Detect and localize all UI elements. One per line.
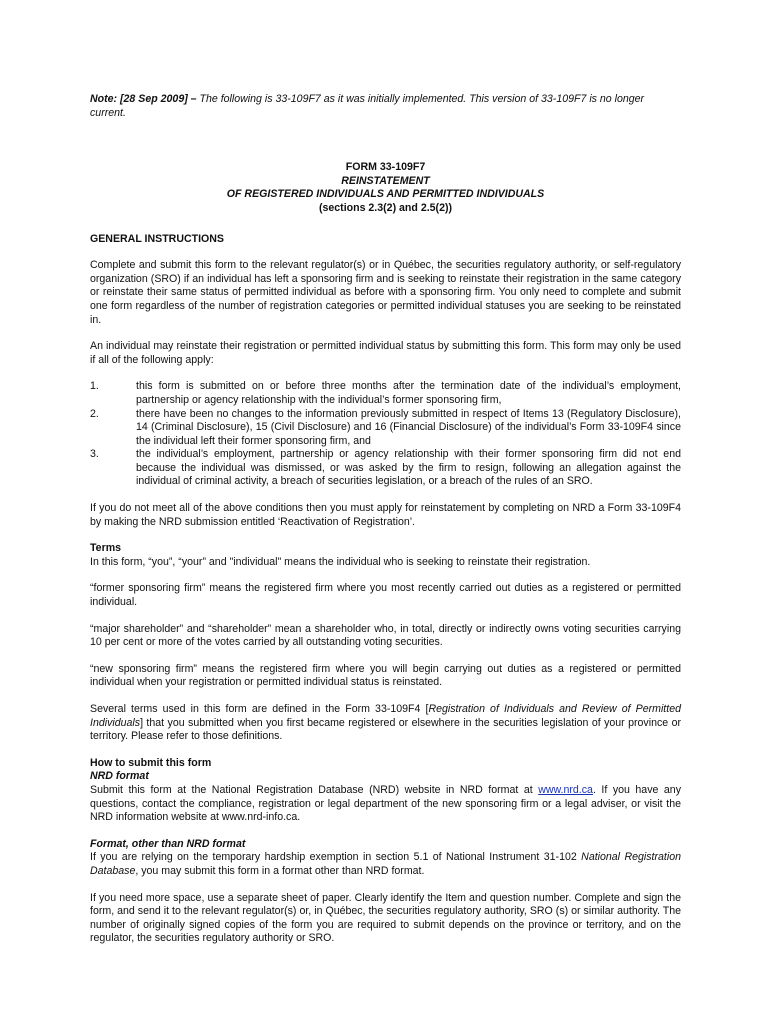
condition-item: [90, 408, 681, 449]
general-paragraph-3: If you do not meet all of the above conditions then you must apply for reinstatement by completing on NRD a Form 33-109F4 by making the NRD submission entitled ‘Reactivation of Registration’.: [90, 502, 681, 528]
general-paragraph-2: An individual may reinstate their registration or permitted individual status by submitting this form. This form may only be used if all of the following apply:: [90, 340, 681, 366]
nrd-website-link[interactable]: www.nrd.ca: [538, 783, 593, 796]
general-paragraph-1: Complete and submit this form to the relevant regulator(s) or in Québec, the securities regulatory authority, or self-regulatory organization (SRO) if an individual has left a sponsoring firm and is seeking to reinstate their registration in the same category or reinstate their same status of permitted individual as before with a sponsoring firm. You only need to complete and submit one form regardless of the number of registration categories or permitted individual statuses you are seeking to be reinstated in.: [90, 259, 681, 326]
nrd-text-a: Submit this form at the National Registration Database (NRD) website in NRD format at: [90, 783, 539, 796]
term-major-shareholder: “major shareholder” and “shareholder” mean a shareholder who, in total, directly or indirectly owns voting securities carrying 10 per cent or more of the votes carried by all outstanding voting securities.: [90, 622, 681, 649]
form-sections: (sections 2.3(2) and 2.5(2)): [318, 201, 453, 214]
condition-item: [90, 380, 681, 407]
other-text-a: If you are relying on the temporary hardship exemption in section 5.1 of National Instrument 31-102: [90, 851, 582, 864]
version-note-date: Note: [28 Sep 2009] –: [90, 93, 197, 105]
form-title-block: [90, 161, 681, 215]
form-title-line2: OF REGISTERED INDIVIDUALS AND PERMITTED INDIVIDUALS: [226, 188, 545, 201]
nrd-format-heading: NRD format: [90, 770, 149, 783]
other-format-paragraph: [90, 851, 681, 878]
form-reference: Registration of Individuals and Review of Permitted Individuals: [90, 703, 681, 729]
version-note: [90, 93, 681, 120]
condition-text: the individual’s employment, partnership or agency relationship with their former sponsoring firm did not end because the individual was dismissed, or was asked by the firm to resign, following an allegation against the individual of criminal activity, a breach of securities legislation, or a breach of the rules of an SRO.: [136, 448, 681, 488]
term-defined-elsewhere: [90, 703, 681, 744]
form-title-line1: REINSTATEMENT: [341, 174, 430, 187]
condition-number: 1.: [90, 380, 99, 393]
term-new-sponsoring-firm: “new sponsoring firm” means the registered firm where you will begin carrying out duties as a registered or permitted individual when your registration or permitted individual status is reinstated.: [90, 662, 681, 689]
term-defined-text-a: Several terms used in this form are defined in the Form 33-109F4 [: [90, 703, 429, 715]
other-format-heading: Format, other than NRD format: [90, 837, 246, 850]
version-note-text: The following is 33-109F7 as it was initially implemented. This version of 33-109F7 is no longer current.: [90, 93, 645, 119]
conditions-list: [90, 380, 681, 489]
condition-number: 2.: [90, 407, 99, 420]
other-text-b: , you may submit this form in a format other than NRD format.: [135, 864, 425, 877]
term-defined-text-b: ] that you submitted when you first became registered or elsewhere in the securities legislation of your province or territory. Please refer to those definitions.: [90, 716, 681, 743]
nrd-format-paragraph: [90, 784, 681, 825]
instrument-name: National Registration Database: [90, 851, 681, 877]
form-number: FORM 33-109F7: [345, 161, 426, 174]
how-to-submit-heading: How to submit this form: [90, 756, 212, 769]
term-former-sponsoring-firm: “former sponsoring firm” means the registered firm where you most recently carried out duties as a registered or permitted individual.: [90, 582, 681, 609]
terms-heading: Terms: [90, 542, 122, 555]
condition-number: 3.: [90, 448, 99, 461]
term-you: In this form, “you”, “your” and "individual" means the individual who is seeking to reinstate their registration.: [90, 555, 591, 568]
condition-text: there have been no changes to the information previously submitted in respect of Items 13 (Regulatory Disclosure), 14 (Criminal Disclosure), 15 (Civil Disclosure) and 16 (Financial Disclosure) of the individual’s Form 33-109F4 since the individual left their former sponsoring firm, and: [136, 407, 681, 447]
condition-text: this form is submitted on or before three months after the termination date of the individual’s employment, partnership or agency relationship with the individual’s former sponsoring firm,: [136, 380, 681, 406]
more-space-paragraph: If you need more space, use a separate sheet of paper. Clearly identify the Item and question number. Complete and sign the form, and send it to the relevant regulator(s) or, in Québec, the securities regulatory authority, SRO (s) or similar authority. The number of originally signed copies of the form you are required to submit depends on the province or territory, and on the regulator, the securities regulatory authority or SRO.: [90, 891, 681, 945]
nrd-text-b: . If you have any questions, contact the compliance, registration or legal department of the new sponsoring firm or a legal adviser, or visit the NRD information website at www.nrd-info.ca.: [90, 783, 681, 824]
condition-item: [90, 448, 681, 489]
general-instructions-heading: GENERAL INSTRUCTIONS: [90, 232, 224, 245]
